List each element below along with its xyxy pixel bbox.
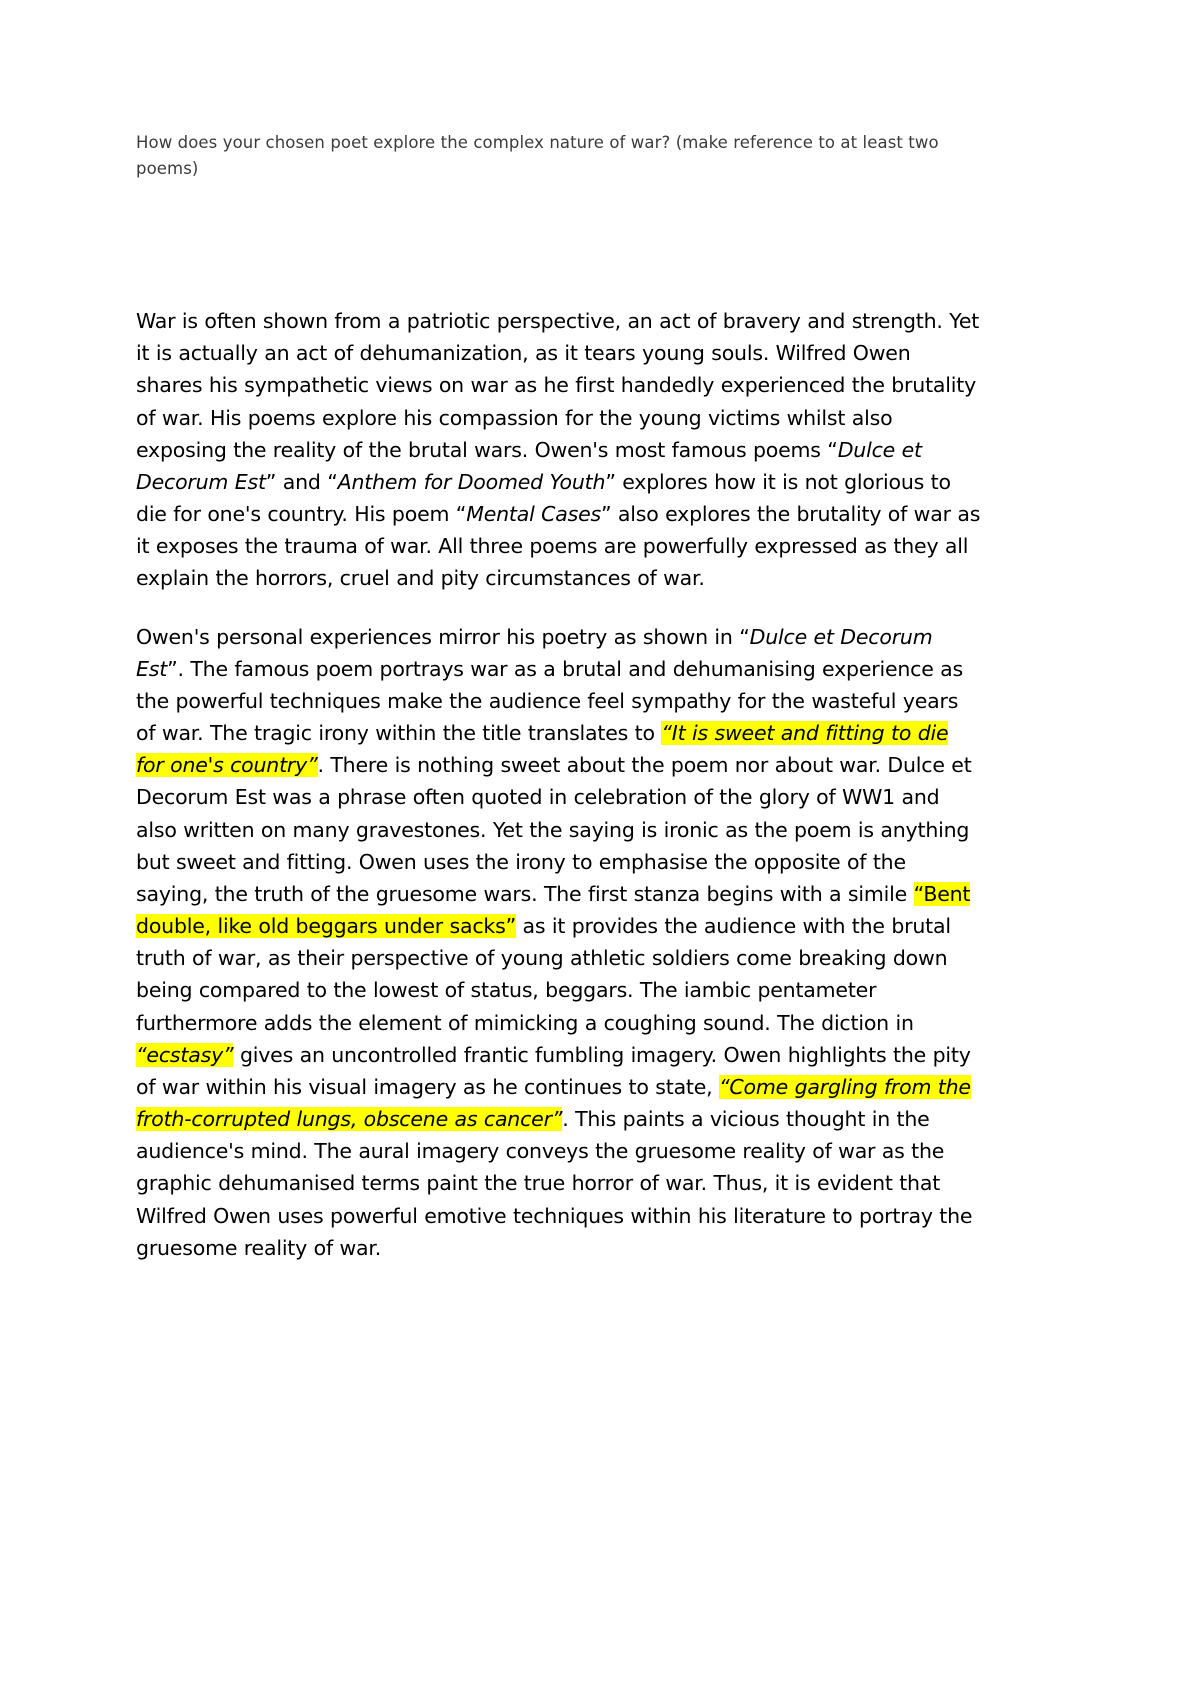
intro-segment-1: War is often shown from a patriotic perspective, an act of bravery and strength. Yet it is actually an act of dehumanization, as it tears young souls. Wilfred Owen shares his sympathetic views on war as he first handedly experienced the brutality of war. His poems explore his compassion for the young victims whilst also exposing the reality of the brutal wars. Owen's most famous poems “	[136, 309, 980, 462]
highlighted-quote-bent-double: “Bent double, like old beggars under sacks”	[136, 881, 971, 939]
intro-segment-2: ” and “	[265, 469, 338, 494]
poem-title-dulce-et-decorum-est: Dulce et Decorum Est	[136, 437, 922, 494]
intro-segment-3: ” explores how it is not glorious to die for one's country. His poem “	[136, 469, 951, 527]
body-segment-2: ”. The famous poem portrays war as a brutal and dehumanising experience as the powerful techniques make the audience feel sympathy for the wasteful years of war. The tragic irony within the title translates to	[136, 656, 963, 746]
body-segment-4: as it provides the audience with the brutal truth of war, as their perspective of young athletic soldiers come breaking down being compared to the lowest of status, beggars. The iambic pentameter furthermore adds the element of mimicking a coughing sound. The diction in	[136, 914, 951, 1035]
poem-title-dulce-et-decorum-est-2: Dulce et Decorum Est	[136, 624, 933, 681]
body-segment-1: Owen's personal experiences mirror his poetry as shown in “	[136, 624, 750, 649]
highlighted-quote-ecstasy: “ecstasy”	[136, 1042, 234, 1067]
highlighted-quote-sweet-and-fitting: “It is sweet and fitting to die for one's country”	[136, 721, 949, 778]
essay-body	[136, 305, 982, 1264]
highlighted-quote-come-gargling: “Come gargling from the froth-corrupted lungs, obscene as cancer”	[136, 1074, 971, 1132]
body-segment-5: gives an uncontrolled frantic fumbling imagery. Owen highlights the pity of war within his visual imagery as he continues to state,	[136, 1042, 971, 1099]
paragraph-introduction	[136, 305, 982, 595]
intro-segment-4: ” also explores the brutality of war as it exposes the trauma of war. All three poems are powerfully expressed as they all explain the horrors, cruel and pity circumstances of war.	[136, 502, 981, 591]
poem-title-mental-cases: Mental Cases	[466, 502, 601, 527]
paragraph-body-analysis	[136, 621, 982, 1264]
essay-question-prompt: How does your chosen poet explore the complex nature of war? (make reference to at least two poems)	[136, 133, 939, 178]
body-segment-3: . There is nothing sweet about the poem nor about war. Dulce et Decorum Est was a phrase often quoted in celebration of the glory of WW1 and also written on many gravestones. Yet the saying is ironic as the poem is anything but sweet and fitting. Owen uses the irony to emphasise the opposite of the saying, the truth of the gruesome wars. The first stanza begins with a simile	[136, 753, 972, 906]
poem-title-anthem-for-doomed-youth: Anthem for Doomed Youth	[337, 469, 606, 494]
body-segment-6: . This paints a vicious thought in the audience's mind. The aural imagery conveys the gruesome reality of war as the graphic dehumanised terms paint the true horror of war. Thus, it is evident that Wilfred Owen uses powerful emotive techniques within his literature to portray the gruesome reality of war.	[136, 1107, 973, 1260]
